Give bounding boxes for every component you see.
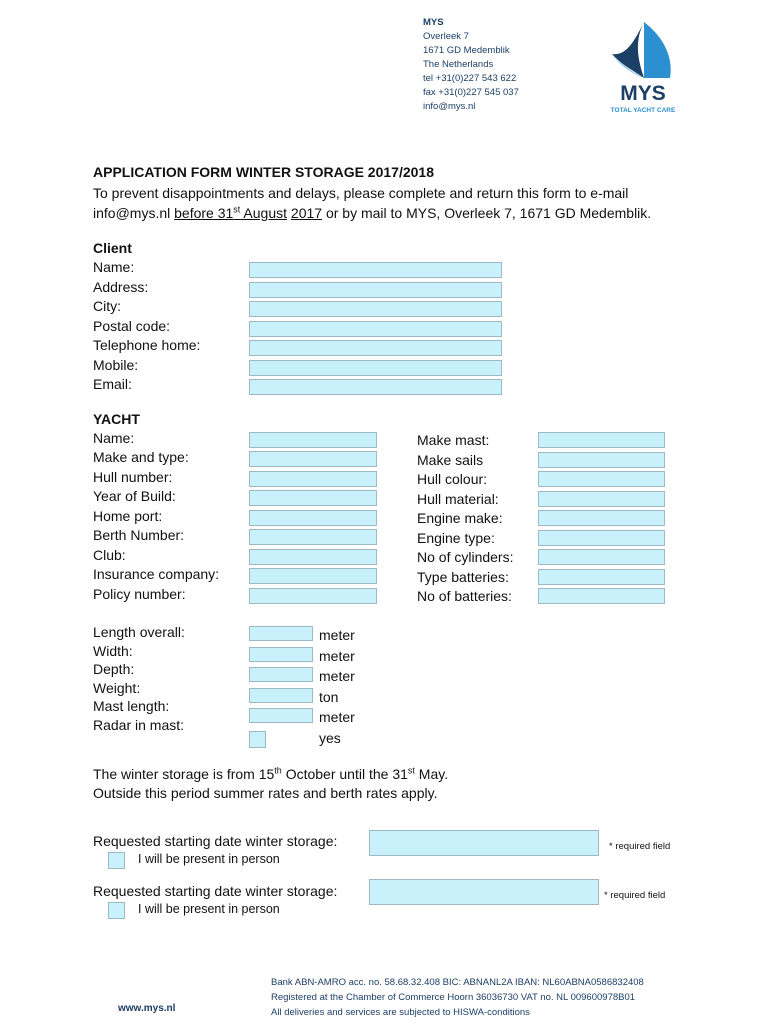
- yacht-left-label: Insurance company:: [93, 566, 220, 582]
- radar-checkbox[interactable]: [249, 731, 266, 748]
- client-label: Name:: [93, 259, 135, 275]
- dimension-unit: ton: [319, 688, 339, 705]
- yacht-right-input[interactable]: [538, 588, 665, 604]
- yacht-heading: YACHT: [93, 411, 140, 427]
- dimension-unit: meter: [319, 627, 355, 643]
- yacht-right-label: Hull colour:: [417, 471, 488, 487]
- yacht-right-input[interactable]: [538, 432, 665, 448]
- company-tel: tel +31(0)227 543 622: [423, 73, 517, 84]
- yacht-left-input[interactable]: [249, 529, 377, 545]
- yacht-right-label: Engine make:: [417, 510, 503, 526]
- present-label-1: I will be present in person: [138, 852, 280, 866]
- footer-bank: Bank ABN-AMRO acc. no. 58.68.32.408 BIC: ABNANL2A IBAN: NL60ABNA0586832408: [271, 977, 644, 988]
- required-note-2: * required field: [604, 890, 666, 901]
- logo-tagline: TOTAL YACHT CARE: [610, 107, 676, 114]
- footer-registration: Registered at the Chamber of Commerce Hoorn 36036730 VAT no. NL 009600978B01: [271, 992, 636, 1003]
- yacht-right-label: Make mast:: [417, 432, 490, 448]
- client-heading: Client: [93, 240, 132, 256]
- yacht-left-input[interactable]: [249, 432, 377, 448]
- present-label-2: I will be present in person: [138, 902, 280, 916]
- company-name: MYS: [423, 17, 444, 28]
- client-label: City:: [93, 298, 121, 314]
- client-input[interactable]: [249, 379, 502, 395]
- footer-website: www.mys.nl: [118, 1003, 176, 1014]
- footer-conditions: All deliveries and services are subjected to HISWA-conditions: [271, 1007, 530, 1018]
- storage-line-2: Outside this period summer rates and berth rates apply.: [93, 785, 438, 801]
- yacht-right-label: Type batteries:: [417, 568, 509, 585]
- dimension-input[interactable]: [249, 667, 313, 682]
- yacht-left-label: Club:: [93, 546, 126, 563]
- request-date-input-2[interactable]: [369, 879, 599, 905]
- request-date-input-1[interactable]: [369, 830, 599, 856]
- dimension-label: Radar in mast:: [93, 717, 185, 733]
- yacht-right-input[interactable]: [538, 549, 665, 565]
- client-input[interactable]: [249, 321, 502, 337]
- client-input[interactable]: [249, 282, 502, 298]
- yacht-left-label: Hull number:: [93, 468, 173, 485]
- yacht-left-label: Year of Build:: [93, 488, 176, 504]
- required-note-1: * required field: [609, 841, 671, 852]
- client-label: Email:: [93, 376, 132, 392]
- yacht-right-input[interactable]: [538, 569, 665, 585]
- dimension-label: Length overall:: [93, 624, 185, 640]
- yacht-right-input[interactable]: [538, 452, 665, 468]
- client-input[interactable]: [249, 301, 502, 317]
- company-postcode-city: 1671 GD Medemblik: [423, 45, 510, 56]
- client-input[interactable]: [249, 262, 502, 278]
- yacht-left-label: Name:: [93, 429, 135, 446]
- yacht-left-input[interactable]: [249, 588, 377, 604]
- yacht-right-input[interactable]: [538, 510, 665, 526]
- yacht-right-input[interactable]: [538, 471, 665, 487]
- yacht-right-label: No of cylinders:: [417, 549, 514, 565]
- yacht-right-label: Engine type:: [417, 529, 495, 546]
- dimension-unit: yes: [319, 730, 341, 746]
- form-intro: [93, 183, 733, 223]
- company-email: info@mys.nl: [423, 101, 476, 112]
- dimension-label: Depth:: [93, 661, 135, 678]
- yacht-left-input[interactable]: [249, 568, 377, 584]
- client-label: Telephone home:: [93, 337, 201, 353]
- dimension-input[interactable]: [249, 647, 313, 662]
- company-country: The Netherlands: [423, 59, 494, 70]
- mys-logo: [604, 20, 682, 116]
- yacht-left-label: Make and type:: [93, 449, 189, 465]
- intro-year: 2017: [290, 205, 323, 221]
- request-date-label-1: Requested starting date winter storage:: [93, 833, 338, 849]
- form-title: APPLICATION FORM WINTER STORAGE 2017/2018: [93, 164, 434, 180]
- logo-sail-right: [644, 22, 671, 78]
- yacht-right-label: No of batteries:: [417, 588, 512, 604]
- yacht-left-input[interactable]: [249, 490, 377, 506]
- client-label: Postal code:: [93, 317, 171, 334]
- dimension-unit: meter: [319, 647, 355, 664]
- client-label: Address:: [93, 278, 149, 295]
- yacht-left-label: Home port:: [93, 507, 163, 524]
- yacht-left-input[interactable]: [249, 510, 377, 526]
- logo-text: MYS: [620, 82, 666, 105]
- present-checkbox-2[interactable]: [108, 902, 125, 919]
- intro-line-2: [93, 203, 733, 223]
- client-input[interactable]: [249, 340, 502, 356]
- yacht-left-input[interactable]: [249, 549, 377, 565]
- yacht-left-label: Policy number:: [93, 585, 186, 602]
- yacht-right-label: Hull material:: [417, 490, 499, 507]
- dimension-unit: meter: [319, 709, 355, 726]
- company-address: [423, 16, 519, 114]
- dimension-input[interactable]: [249, 626, 313, 641]
- yacht-left-input[interactable]: [249, 451, 377, 467]
- present-checkbox-1[interactable]: [108, 852, 125, 869]
- yacht-right-label: Make sails: [417, 451, 484, 468]
- yacht-left-label: Berth Number:: [93, 527, 185, 543]
- footer: [271, 975, 644, 1020]
- yacht-right-input[interactable]: [538, 530, 665, 546]
- client-input[interactable]: [249, 360, 502, 376]
- dimension-label: Weight:: [93, 679, 141, 696]
- dimension-unit: meter: [319, 668, 355, 685]
- storage-info: [93, 765, 448, 803]
- dimension-label: Width:: [93, 642, 133, 659]
- client-label: Mobile:: [93, 356, 139, 373]
- intro-before: before 31st August: [174, 204, 288, 221]
- company-fax: fax +31(0)227 545 037: [423, 87, 519, 98]
- storage-line-1: The winter storage is from 15th October until the 31st May.: [93, 765, 449, 782]
- request-date-label-2: Requested starting date winter storage:: [93, 883, 338, 899]
- dimension-input[interactable]: [249, 708, 313, 723]
- intro-line-1: To prevent disappointments and delays, please complete and return this form to e-mail: [93, 185, 629, 201]
- dimension-input[interactable]: [249, 688, 313, 703]
- intro-rest: or by mail to MYS, Overleek 7, 1671 GD Medemblik.: [322, 205, 652, 221]
- yacht-left-input[interactable]: [249, 471, 377, 487]
- company-street: Overleek 7: [423, 31, 469, 42]
- yacht-right-input[interactable]: [538, 491, 665, 507]
- intro-email: info@mys.nl: [93, 205, 171, 221]
- dimension-label: Mast length:: [93, 698, 170, 715]
